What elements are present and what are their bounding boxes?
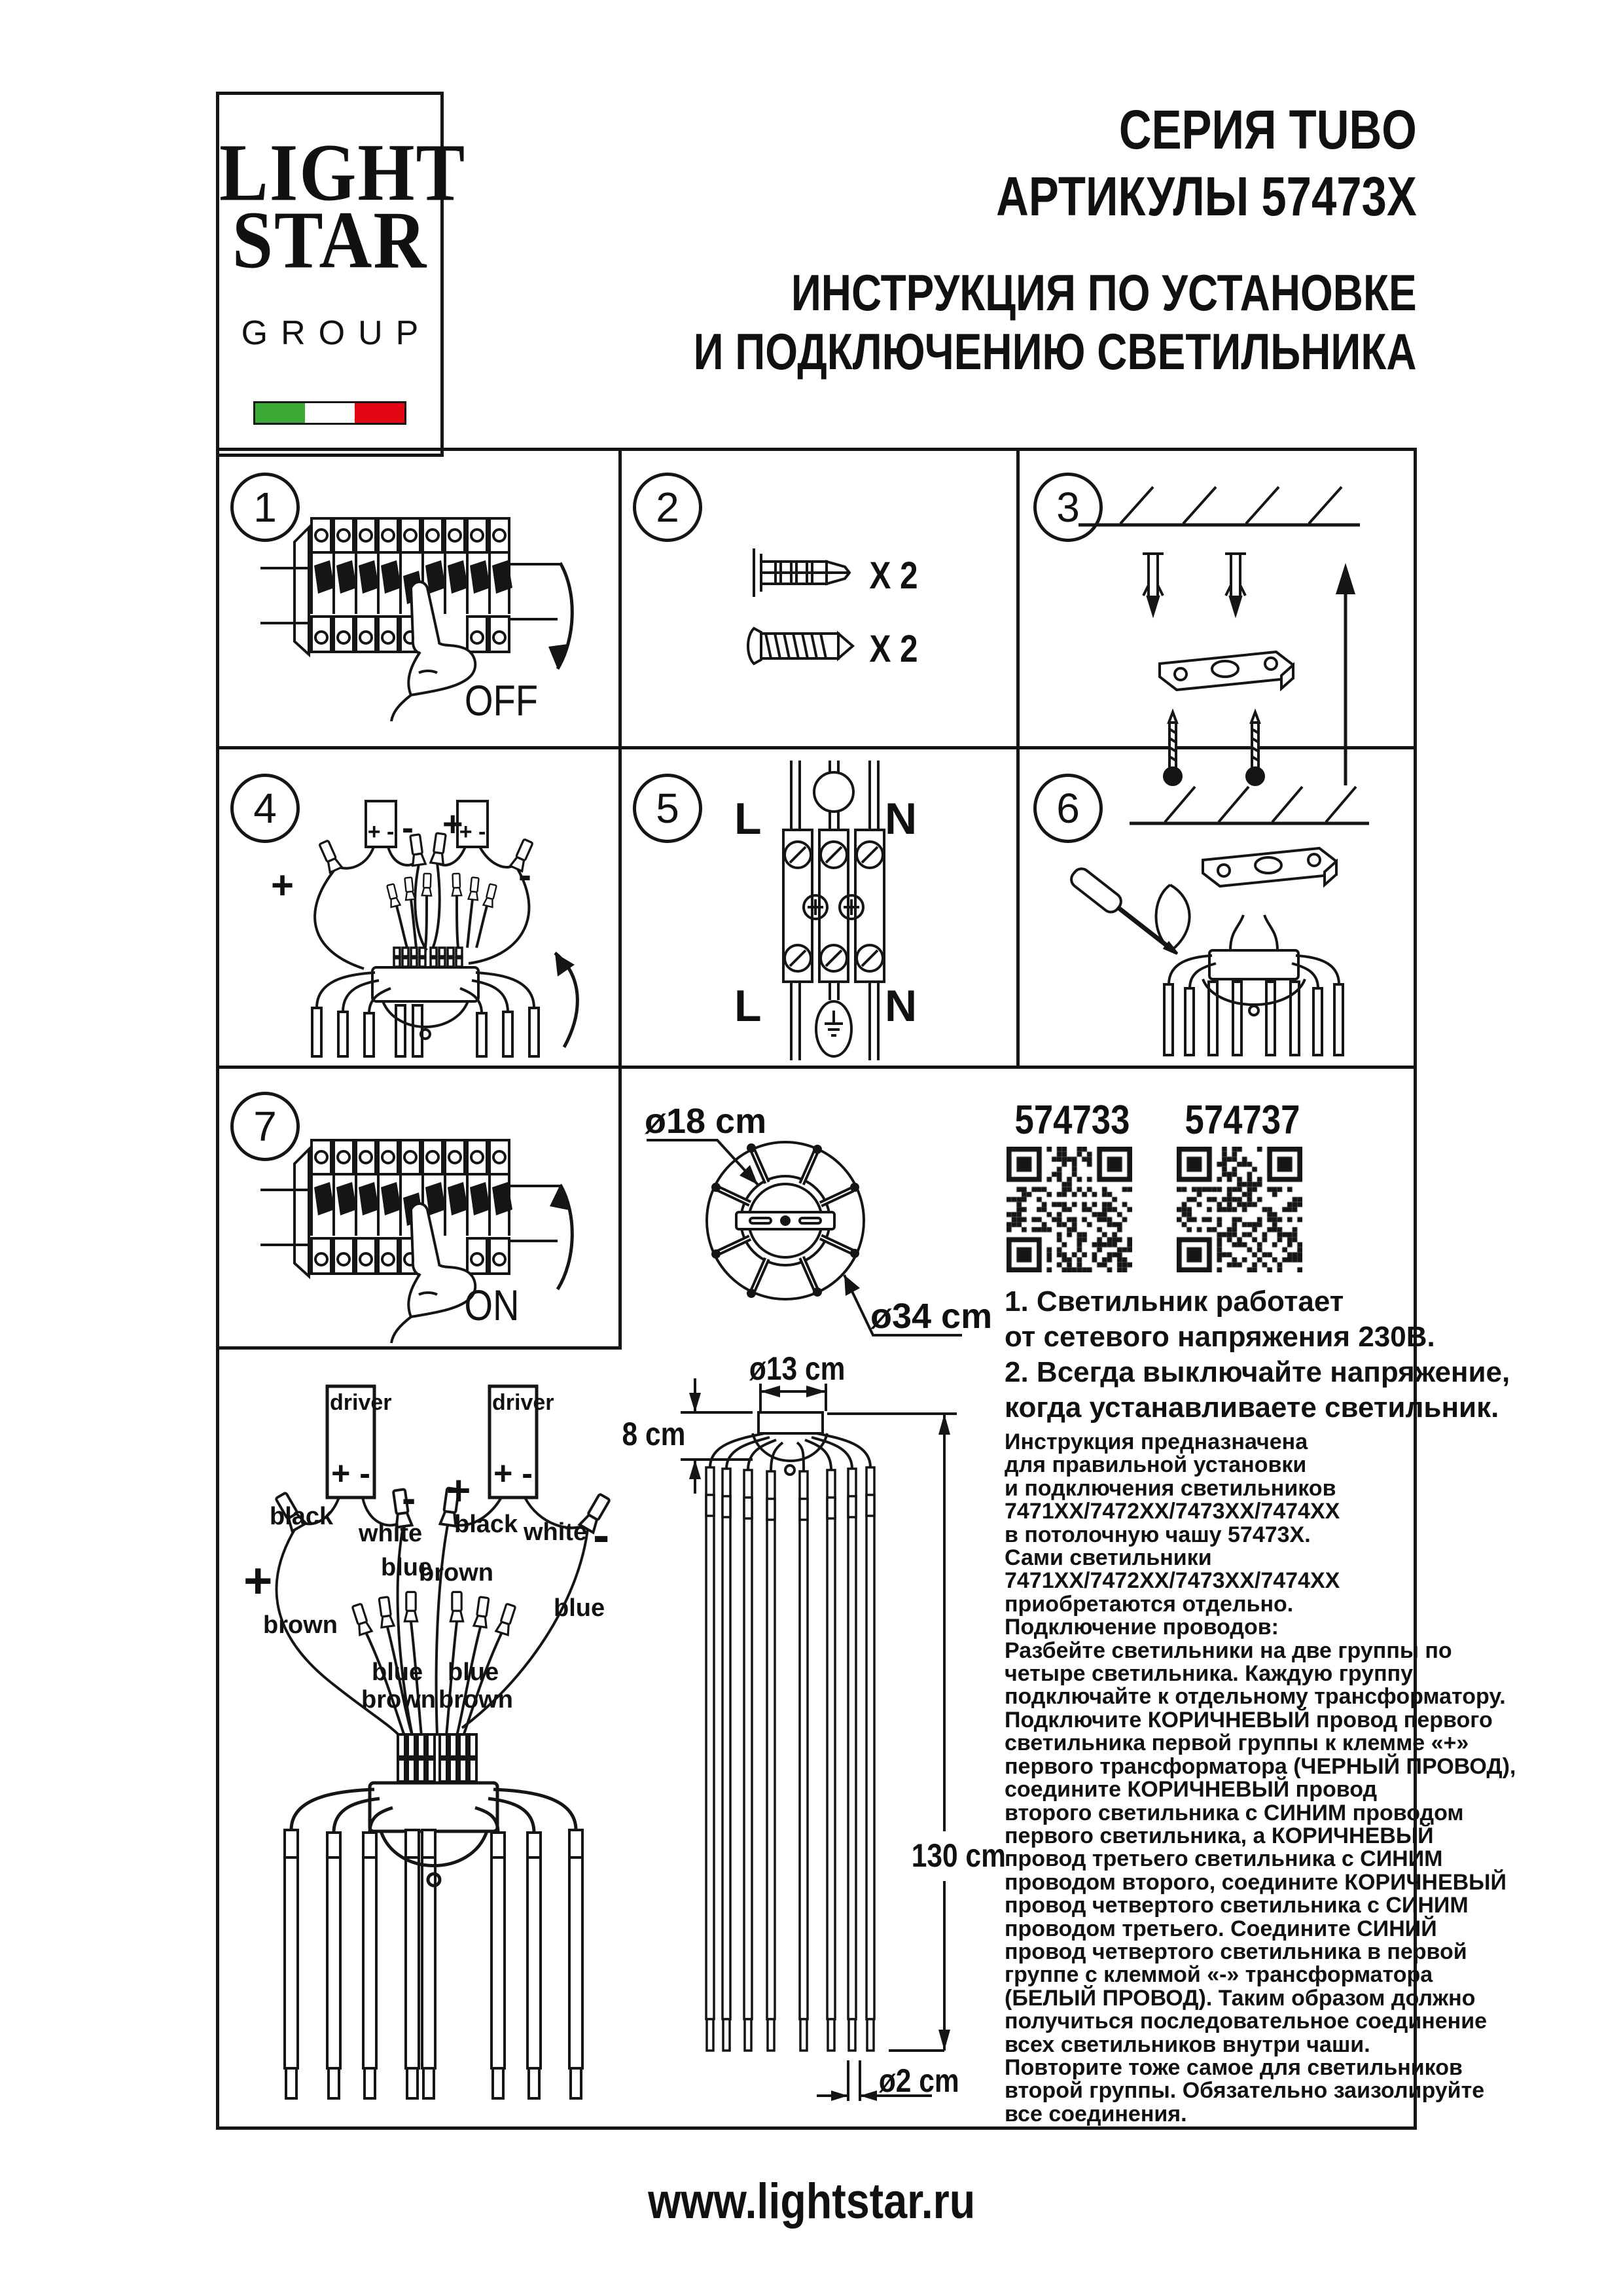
dowel-qty-label: X 2 xyxy=(869,554,918,597)
text-line: приобретаются отдельно. xyxy=(1005,1591,1294,1617)
text-line: все соединения. xyxy=(1005,2101,1187,2126)
wire-label-brown-3: brown xyxy=(361,1686,436,1713)
driver2-label: driver xyxy=(492,1390,554,1415)
wire-label-blue-1: blue xyxy=(381,1554,433,1581)
tube-diameter-label: ø2 cm xyxy=(878,2062,959,2099)
text-line: Подключение проводов: xyxy=(1005,1615,1279,1640)
text-line: второго светильника с СИНИМ проводом xyxy=(1005,1800,1464,1825)
wire-label-black-1: black xyxy=(270,1503,334,1530)
text-line: 2. Всегда выключайте напряжение, xyxy=(1005,1356,1510,1388)
wire-label-brown-4: brown xyxy=(438,1686,513,1713)
wire-label-minus-2: - xyxy=(593,1507,610,1563)
step-7-badge: 7 xyxy=(230,1092,300,1161)
logo-group: GROUP xyxy=(241,314,432,353)
driver1-polarity-label: + - xyxy=(331,1455,370,1492)
article-right: 574737 xyxy=(1185,1098,1300,1143)
wire-label-minus-1: - xyxy=(402,1475,416,1522)
driver1-polarity: + - xyxy=(367,819,395,844)
safety-notes xyxy=(1005,1284,1510,1426)
text-line: провод четвертого светильника в первой xyxy=(1005,1939,1467,1964)
text-line: получиться последовательное соединение xyxy=(1005,2009,1488,2034)
text-line: четыре светильника. Каждую группу xyxy=(1005,1661,1414,1687)
wire-plus-left-label: + xyxy=(271,863,294,907)
text-line: второй группы. Обязательно заизолируйте xyxy=(1005,2078,1485,2104)
outer-diameter-label: ø34 cm xyxy=(870,1297,993,1336)
text-line: Инструкция предназначена xyxy=(1005,1429,1308,1454)
step-3-badge: 3 xyxy=(1033,473,1103,542)
wire-label-white-1: white xyxy=(359,1520,423,1547)
text-line: подключайте к отдельному трансформатору. xyxy=(1005,1684,1506,1710)
logo-star: STAR xyxy=(232,194,428,286)
series-title: СЕРИЯ TUBO xyxy=(1119,99,1417,160)
text-line: соедините КОРИЧНЕВЫЙ провод xyxy=(1005,1777,1378,1803)
doc-title-line2: И ПОДКЛЮЧЕНИЮ СВЕТИЛЬНИКА xyxy=(693,323,1417,380)
text-line: когда устанавливаете светильник. xyxy=(1005,1391,1499,1424)
text-line: провод третьего светильника с СИНИМ xyxy=(1005,1846,1443,1872)
off-label: OFF xyxy=(464,676,539,725)
text-line: от сетевого напряжения 230В. xyxy=(1005,1321,1435,1353)
canopy-diameter-label: ø13 cm xyxy=(749,1350,846,1387)
inner-diameter-label: ø18 cm xyxy=(645,1102,767,1141)
wire-label-blue-4: blue xyxy=(448,1659,499,1686)
terminal-n-bottom: N xyxy=(885,981,918,1031)
wire-label-plus-2: + xyxy=(243,1553,273,1609)
wire-label-brown-2: brown xyxy=(263,1611,338,1639)
dimension-drawing xyxy=(681,1378,957,2101)
articles-title: АРТИКУЛЫ 57473X xyxy=(996,166,1417,227)
text-line: первого светильника, а КОРИЧНЕВЫЙ xyxy=(1005,1823,1434,1848)
text-line: 7471XX/7472XX/7473XX/7474XX xyxy=(1005,1568,1340,1594)
screw-qty-label: X 2 xyxy=(869,628,918,670)
step-1-badge: 1 xyxy=(230,473,300,542)
driver1-label: driver xyxy=(330,1390,392,1415)
wire-label-white-2: white xyxy=(524,1518,588,1546)
text-line: светильника первой группы к клемме «+» xyxy=(1005,1731,1469,1756)
pendant-length-label: 130 cm xyxy=(901,1837,993,1874)
wire-label-black-2: black xyxy=(454,1511,518,1538)
wire-label-blue-3: blue xyxy=(372,1659,423,1686)
text-line: в потолочную чашу 57473X. xyxy=(1005,1522,1311,1547)
text-line: 1. Светильник работает xyxy=(1005,1285,1344,1318)
website-url: www.lightstar.ru xyxy=(647,2174,976,2229)
article-left: 574733 xyxy=(1014,1098,1130,1143)
terminal-n-top: N xyxy=(885,794,918,844)
text-line: провод четвертого светильника с СИНИМ xyxy=(1005,1893,1469,1918)
driver2-polarity-label: + - xyxy=(493,1455,533,1492)
text-line: 7471XX/7472XX/7473XX/7474XX xyxy=(1005,1499,1340,1524)
text-line: Повторите тоже самое для светильников xyxy=(1005,2054,1463,2080)
wire-plus-label: + xyxy=(442,804,463,844)
text-line: для правильной установки xyxy=(1005,1452,1307,1478)
driver2-polarity: + - xyxy=(459,819,486,844)
qr-code-574733 xyxy=(1007,1147,1132,1272)
wire-label-blue-2: blue xyxy=(554,1594,605,1622)
step-2-badge: 2 xyxy=(633,473,702,542)
text-line: Подключите КОРИЧНЕВЫЙ провод первого xyxy=(1005,1707,1493,1732)
text-line: проводом третьего. Соедините СИНИЙ xyxy=(1005,1916,1437,1941)
wire-label-brown-1: brown xyxy=(419,1559,493,1587)
screw-icon xyxy=(748,628,853,664)
on-label: ON xyxy=(464,1281,520,1329)
doc-title-line1: ИНСТРУКЦИЯ ПО УСТАНОВКЕ xyxy=(791,264,1417,321)
qr-code-574737 xyxy=(1177,1147,1302,1272)
wire-minus-label: - xyxy=(402,808,414,848)
step-6-badge: 6 xyxy=(1033,774,1103,843)
text-line: проводом второго, соедините КОРИЧНЕВЫЙ xyxy=(1005,1869,1507,1895)
text-line: группе с клеммой «-» трансформатора xyxy=(1005,1962,1433,1988)
installation-instructions xyxy=(1005,1431,1516,2126)
wire-minus-right-label: - xyxy=(518,853,531,897)
text-line: первого трансформатора (ЧЕРНЫЙ ПРОВОД), xyxy=(1005,1753,1516,1779)
text-line: всех светильников внутри чаши. xyxy=(1005,2032,1370,2057)
step-5-badge: 5 xyxy=(633,774,702,843)
dowel-icon xyxy=(754,548,849,597)
terminal-l-bottom: L xyxy=(734,981,762,1031)
canopy-height-label: 8 cm xyxy=(622,1416,686,1452)
terminal-l-top: L xyxy=(734,794,762,844)
text-line: (БЕЛЫЙ ПРОВОД). Таким образом должно xyxy=(1005,1985,1476,2011)
step-4-badge: 4 xyxy=(230,774,300,843)
wire-label-plus-1: + xyxy=(446,1467,471,1514)
logo-light: LIGHT xyxy=(219,127,467,219)
text-line: Разбейте светильники на две группы по xyxy=(1005,1638,1452,1663)
text-line: и подключения светильников xyxy=(1005,1475,1336,1501)
text-line: Сами светильники xyxy=(1005,1545,1212,1571)
